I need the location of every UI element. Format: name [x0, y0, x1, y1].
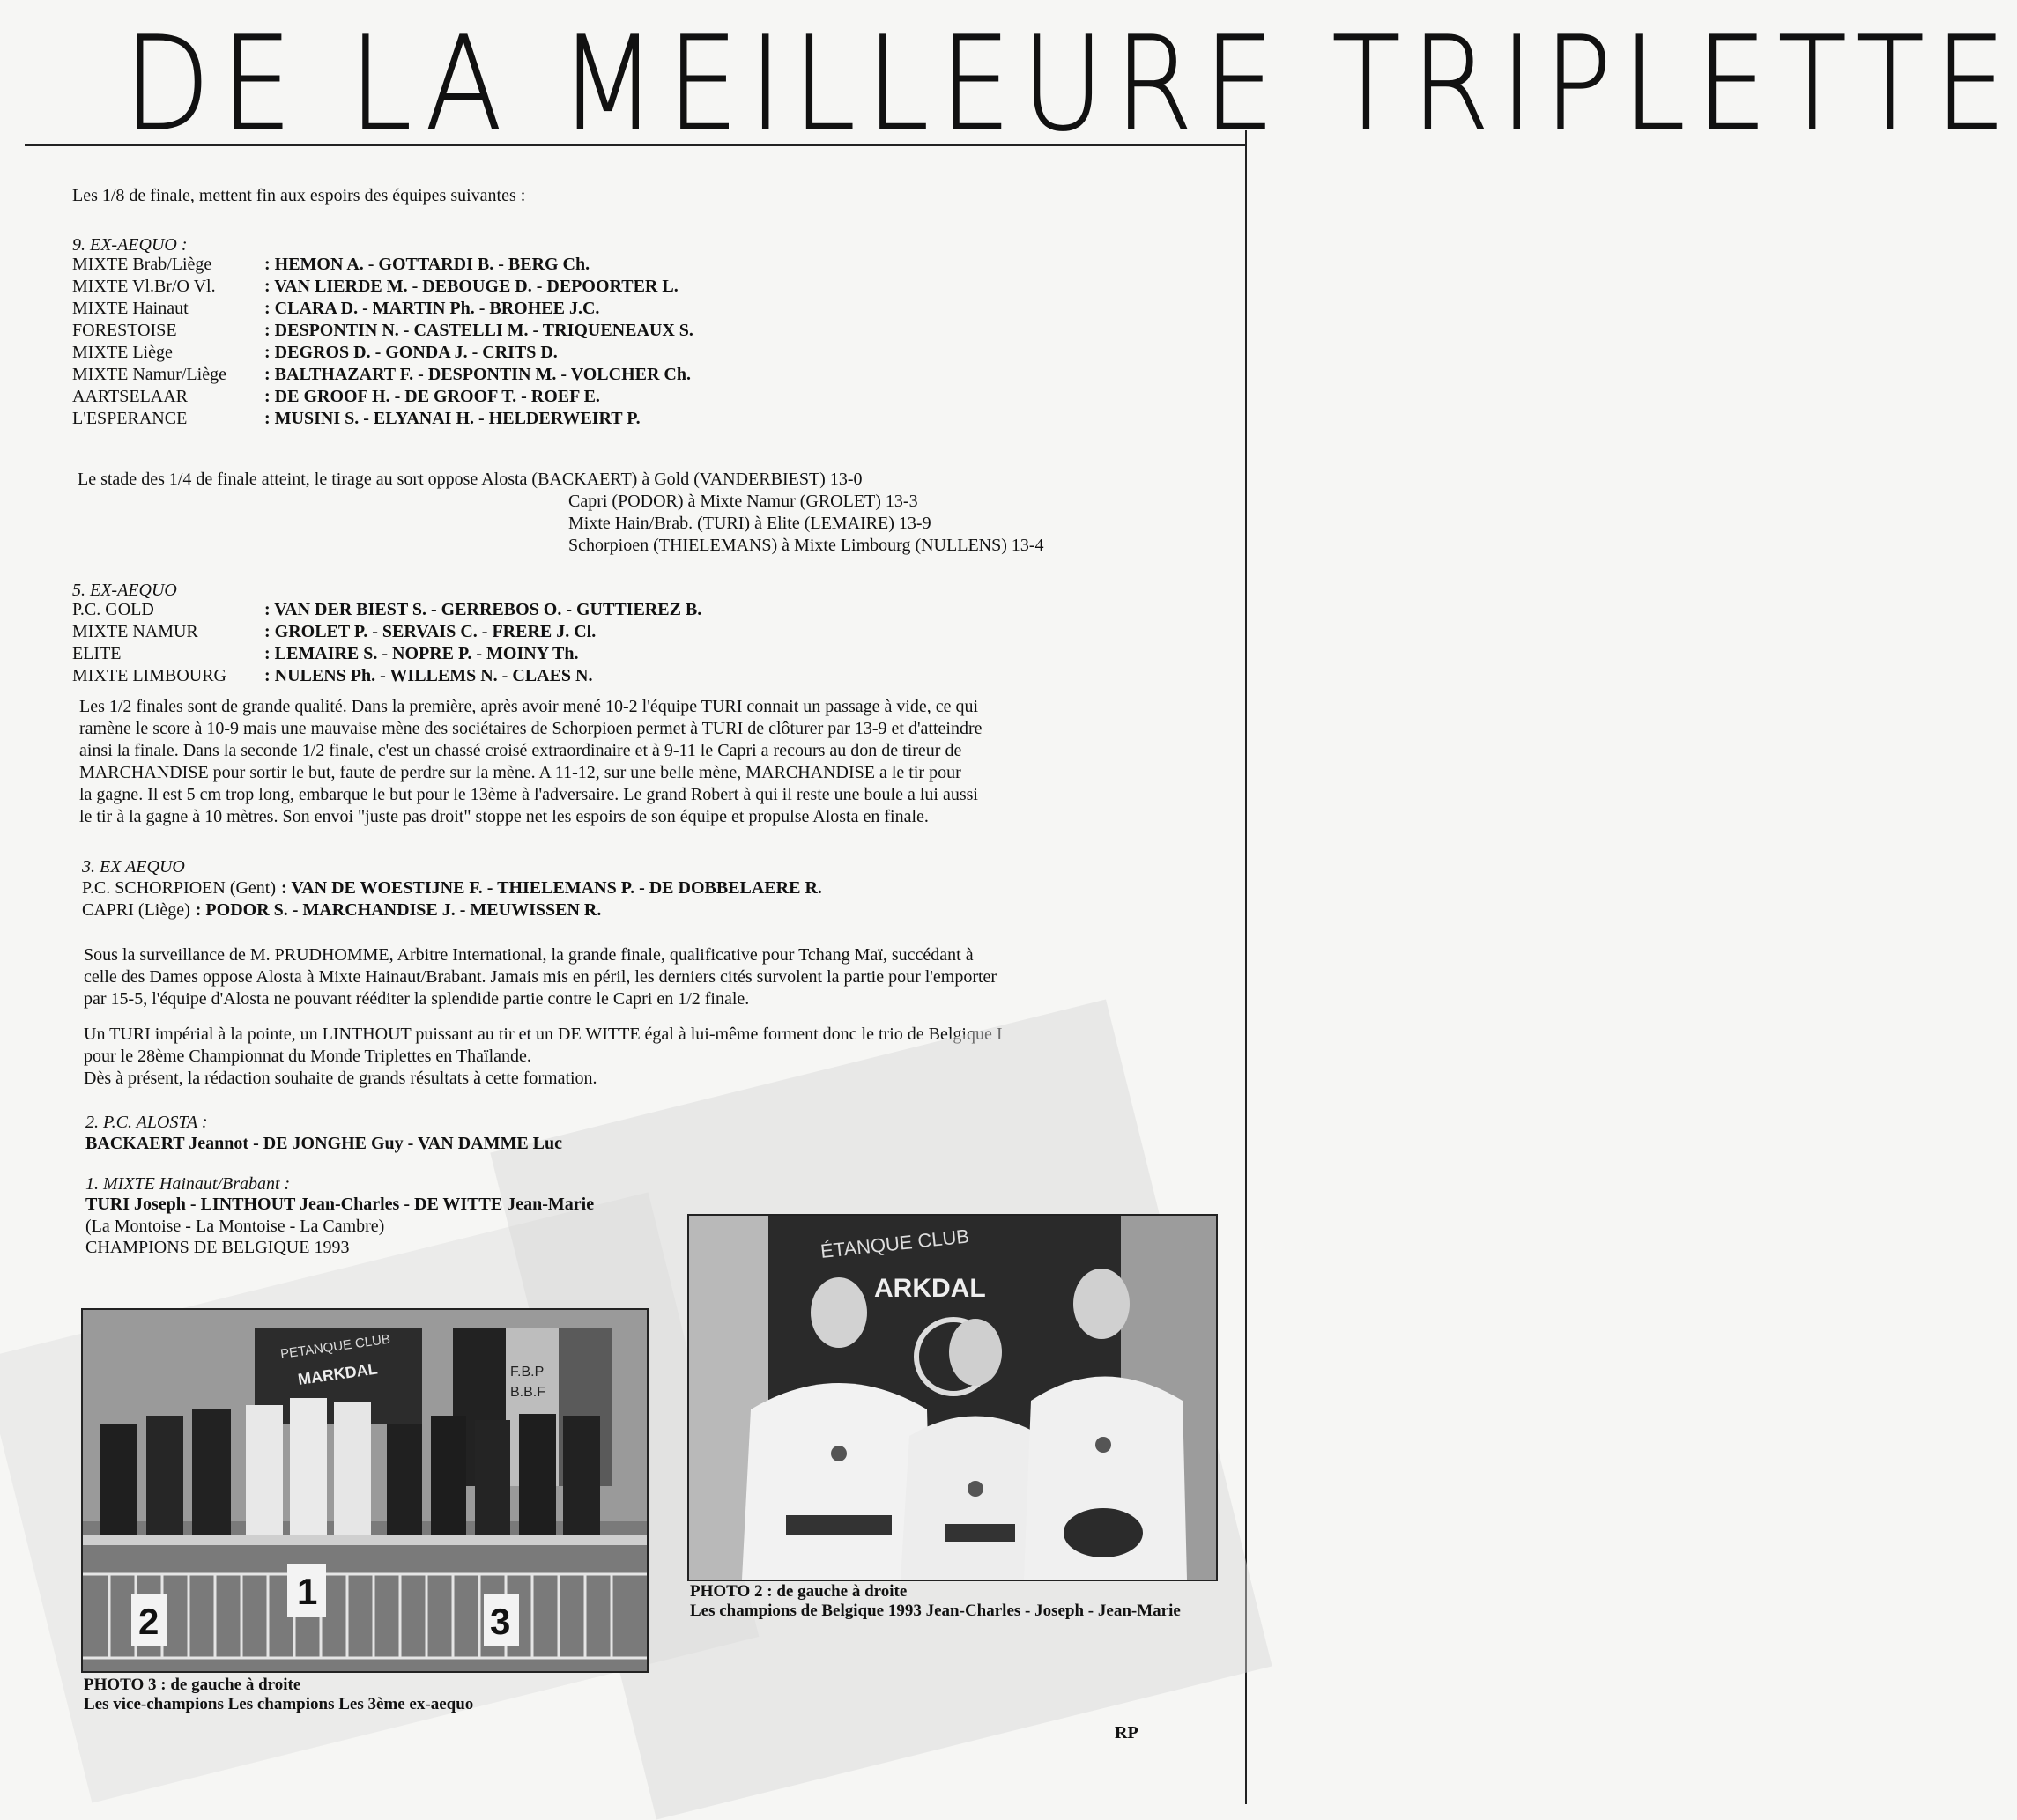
- team-name: MIXTE Vl.Br/O Vl.: [72, 277, 216, 296]
- roster-row: [72, 364, 693, 386]
- semis-paragraph: [79, 696, 1225, 828]
- photo-3-caption-2: Les vice-champions Les champions Les 3ème ex-aequo: [84, 1695, 474, 1713]
- author-signature: RP: [1115, 1723, 1138, 1742]
- paragraph-line: ainsi la finale. Dans la seconde 1/2 finale, c'est un chassé croisé extraordinaire et à 9-11 le Capri a recours au don de tireur de: [79, 741, 962, 760]
- paragraph-line: par 15-5, l'équipe d'Alosta ne pouvant rééditer la splendide partie contre le Capri en 1/2 finale.: [84, 989, 750, 1009]
- photo-2: [687, 1214, 1218, 1581]
- team-players: : PODOR S. - MARCHANDISE J. - MEUWISSEN R.: [195, 900, 602, 920]
- roster-row: [72, 643, 701, 665]
- quarters-lead-text: Le stade des 1/4 de finale atteint, le tirage au sort oppose: [78, 470, 478, 489]
- team-players: : NULENS Ph. - WILLEMS N. - CLAES N.: [264, 666, 593, 685]
- first-heading: 1. MIXTE Hainaut/Brabant :: [85, 1174, 291, 1194]
- intro-text: Les 1/8 de finale, mettent fin aux espoirs des équipes suivantes :: [72, 186, 526, 205]
- roster-row: [72, 408, 693, 430]
- team-players: : VAN DE WOESTIJNE F. - THIELEMANS P. - DE DOBBELAERE R.: [281, 878, 822, 898]
- team-players: : DEGROS D. - GONDA J. - CRITS D.: [264, 343, 558, 362]
- roster-row: [72, 254, 693, 276]
- roster-row: [72, 298, 693, 320]
- photo-2-trophy-center: [945, 1524, 1015, 1542]
- photo-3: [81, 1308, 649, 1673]
- photo-2-caption-2: Les champions de Belgique 1993 Jean-Charles - Joseph - Jean-Marie: [690, 1602, 1181, 1620]
- paragraph-line: Dès à présent, la rédaction souhaite de grands résultats à cette formation.: [84, 1069, 597, 1088]
- roster-row: [72, 276, 693, 298]
- first-clubs: (La Montoise - La Montoise - La Cambre): [85, 1217, 385, 1236]
- photo-3-podium-number-3: 3: [490, 1601, 511, 1642]
- photo-3-flag-text-2: B.B.F: [510, 1385, 546, 1400]
- team-name: L'ESPERANCE: [72, 409, 188, 428]
- first-title: CHAMPIONS DE BELGIQUE 1993: [85, 1238, 350, 1257]
- team-name: P.C. GOLD: [72, 600, 154, 619]
- second-heading: 2. P.C. ALOSTA :: [85, 1113, 208, 1132]
- fifth-heading: 5. EX-AEQUO: [72, 581, 177, 600]
- team-players: : MUSINI S. - ELYANAI H. - HELDERWEIRT P.: [264, 409, 641, 428]
- paragraph-line: Sous la surveillance de M. PRUDHOMME, Arbitre International, la grande finale, qualificative pour Tchang Maï, succédant à: [84, 945, 974, 965]
- team-name: FORESTOISE: [72, 321, 177, 340]
- team-name: MIXTE Liège: [72, 343, 173, 362]
- team-players: : GROLET P. - SERVAIS C. - FRERE J. Cl.: [264, 622, 597, 641]
- team-players: : LEMAIRE S. - NOPRE P. - MOINY Th.: [264, 644, 579, 663]
- final-paragraph: [84, 944, 1229, 1010]
- photo-2-banner-top: ÉTANQUE CLUB: [819, 1224, 971, 1262]
- paragraph-line: celle des Dames oppose Alosta à Mixte Hainaut/Brabant. Jamais mis en péril, les derniers cités survolent la partie pour l'emporter: [84, 967, 997, 987]
- photo-3-banner-name: MARKDAL: [296, 1359, 379, 1388]
- paragraph-line: MARCHANDISE pour sortir le but, faute de perdre sur la mène. A 11-12, sur une belle mène, MARCHANDISE a le tir pour: [79, 763, 961, 782]
- roster-row: [72, 665, 701, 687]
- quarter-match-3: Mixte Hain/Brab. (TURI) à Elite (LEMAIRE) 13-9: [568, 514, 931, 533]
- quarter-match-1: Alosta (BACKAERT) à Gold (VANDERBIEST) 13-0: [481, 470, 863, 489]
- roster-row: [82, 899, 822, 921]
- quarters-lead: [78, 469, 863, 491]
- team-name: MIXTE LIMBOURG: [72, 666, 226, 685]
- third-heading: 3. EX AEQUO: [82, 857, 185, 877]
- ninth-heading: 9. EX-AEQUO :: [72, 235, 188, 255]
- team-players: : HEMON A. - GOTTARDI B. - BERG Ch.: [264, 255, 590, 274]
- team-players: : VAN LIERDE M. - DEBOUGE D. - DEPOORTER L.: [264, 277, 679, 296]
- team-players: : DESPONTIN N. - CASTELLI M. - TRIQUENEAUX S.: [264, 321, 693, 340]
- photo-3-podium-edge: [83, 1535, 647, 1545]
- team-players: : CLARA D. - MARTIN Ph. - BROHEE J.C.: [264, 299, 600, 318]
- team-players: : BALTHAZART F. - DESPONTIN M. - VOLCHER Ch.: [264, 365, 691, 384]
- frame-right-rule: [1245, 130, 1247, 1804]
- ninth-roster: [72, 254, 693, 430]
- photo-2-trophy-left: [786, 1515, 892, 1535]
- roster-row: [72, 386, 693, 408]
- quarter-match-2: Capri (PODOR) à Mixte Namur (GROLET) 13-3: [568, 492, 918, 511]
- roster-row: [72, 342, 693, 364]
- photo-2-caption-1: PHOTO 2 : de gauche à droite: [690, 1582, 908, 1601]
- page-title: DE LA MEILLEURE TRIPLETTE: [123, 9, 2017, 160]
- photo-2-illustration: [689, 1216, 1216, 1580]
- frame-top-rule: [25, 144, 1245, 146]
- second-players: BACKAERT Jeannot - DE JONGHE Guy - VAN DAMME Luc: [85, 1134, 563, 1153]
- team-players: : DE GROOF H. - DE GROOF T. - ROEF E.: [264, 387, 600, 406]
- team-name: AARTSELAAR: [72, 387, 189, 406]
- roster-row: [82, 877, 822, 899]
- photo-3-flag-text-1: F.B.P: [510, 1365, 545, 1380]
- photo-3-illustration: [83, 1310, 647, 1671]
- team-name: MIXTE Namur/Liège: [72, 365, 226, 384]
- first-players: TURI Joseph - LINTHOUT Jean-Charles - DE WITTE Jean-Marie: [85, 1195, 595, 1214]
- photo-2-banner-name: ARKDAL: [874, 1274, 986, 1303]
- paragraph-line: ramène le score à 10-9 mais une mauvaise mène des sociétaires de Schorpioen permet à TURI de clôturer par 13-9 et d'atteindre: [79, 719, 983, 738]
- photo-3-banner-top: PETANQUE CLUB: [279, 1331, 391, 1362]
- paragraph-line: la gagne. Il est 5 cm trop long, embarque le but pour le 13ème à l'adversaire. Le grand Robert à qui il reste une boule a lui aussi: [79, 785, 978, 804]
- team-name: ELITE: [72, 644, 122, 663]
- photo-2-trophy-right: [1064, 1508, 1143, 1557]
- paragraph-line: Un TURI impérial à la pointe, un LINTHOUT puissant au tir et un DE WITTE égal à lui-même forment donc le trio de Belgique I: [84, 1025, 1003, 1044]
- paragraph-line: le tir à la gagne à 10 mètres. Son envoi "juste pas droit" stoppe net les espoirs de son équipe et propulse Alosta en finale.: [79, 807, 929, 826]
- team-players: : VAN DER BIEST S. - GERREBOS O. - GUTTIEREZ B.: [264, 600, 702, 619]
- team-name: MIXTE NAMUR: [72, 622, 198, 641]
- team-name: P.C. SCHORPIOEN (Gent): [82, 878, 277, 898]
- roster-row: [72, 599, 701, 621]
- quarter-match-4: Schorpioen (THIELEMANS) à Mixte Limbourg (NULLENS) 13-4: [568, 536, 1044, 555]
- team-name: CAPRI (Liège): [82, 900, 190, 920]
- paragraph-line: pour le 28ème Championnat du Monde Triplettes en Thaïlande.: [84, 1047, 531, 1066]
- photo-3-caption-1: PHOTO 3 : de gauche à droite: [84, 1676, 301, 1694]
- third-roster: [82, 877, 822, 921]
- fifth-roster: [72, 599, 701, 687]
- team-name: MIXTE Hainaut: [72, 299, 189, 318]
- photo-3-team-row: [100, 1398, 600, 1539]
- roster-row: [72, 320, 693, 342]
- paragraph-line: Les 1/2 finales sont de grande qualité. Dans la première, après avoir mené 10-2 l'équipe TURI connait un passage à vide, ce qui: [79, 697, 979, 716]
- roster-row: [72, 621, 701, 643]
- photo-3-podium-number-1: 1: [297, 1571, 318, 1612]
- photo-3-podium-number-2: 2: [138, 1601, 159, 1642]
- team-name: MIXTE Brab/Liège: [72, 255, 212, 274]
